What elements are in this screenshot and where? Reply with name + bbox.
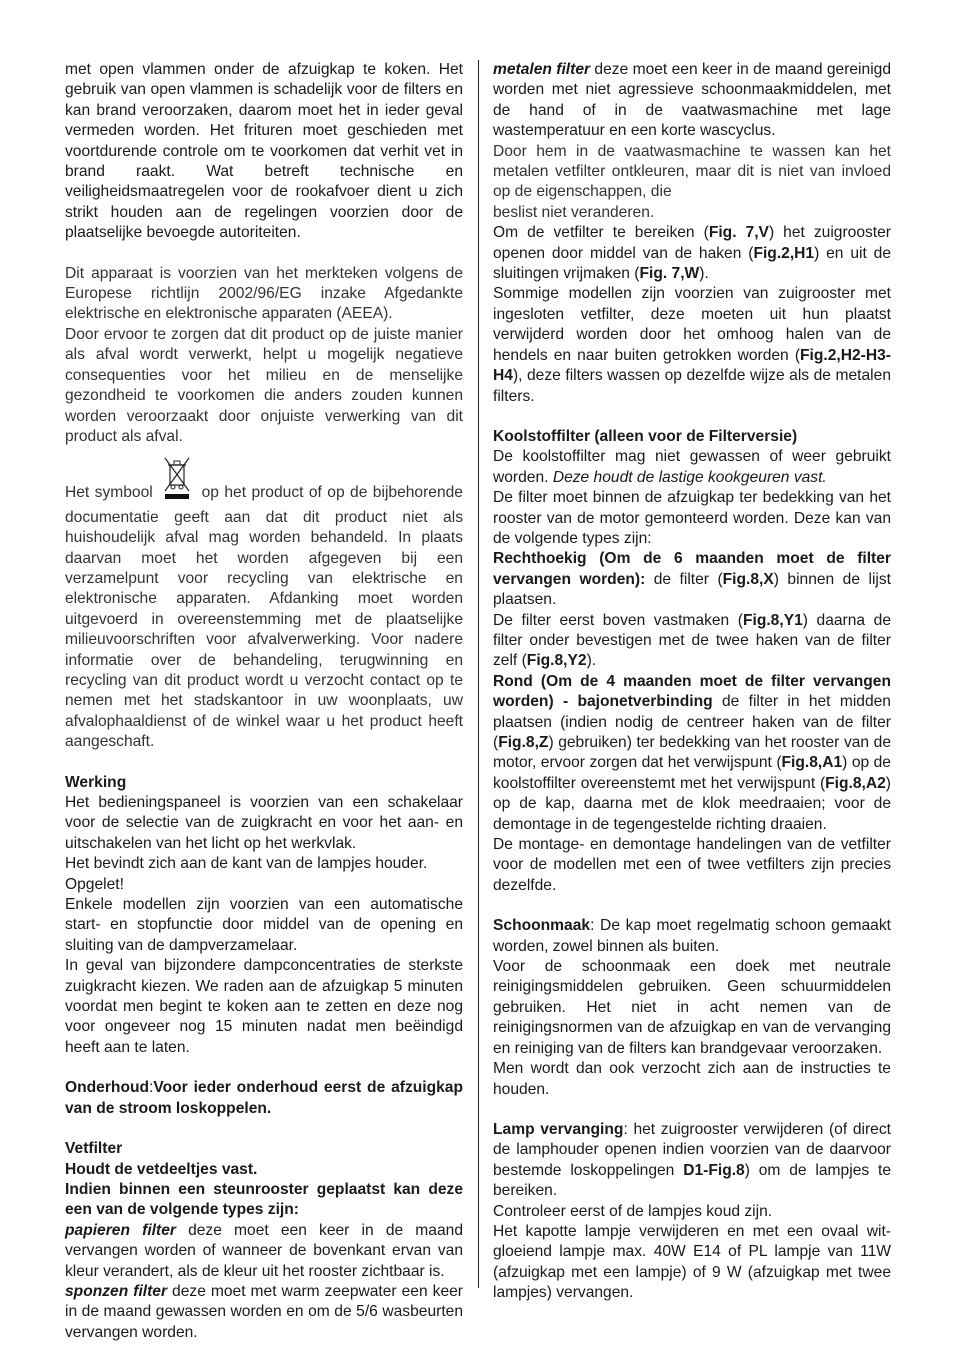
werking-paragraph-5: In geval van bijzondere dampconcentraties de sterkste zuigkracht kiezen. We raden aan de afzuigkap 5 minuten voordat men begint te koken aan te zetten en deze nog voor ongeveer nog 15 minuten nadat men beëindigd heeft aan te laten. — [65, 957, 463, 1056]
sponzen-paragraph — [65, 1282, 463, 1343]
text-run: de filter ( — [645, 570, 723, 588]
weee-paragraph-2: Door ervoor te zorgen dat dit product op de juiste manier als afval wordt verwerkt, helpt u mogelijk negatieve consequenties voor het milieu en de menselijke gezondheid te voorkomen die anders zouden kunnen worden veroorzaakt door onjuiste verwerking van dit product als afval. — [65, 325, 463, 445]
text-run: De filter eerst boven vastmaken ( — [493, 611, 743, 629]
schoonmaak-label: Schoonmaak — [493, 917, 591, 935]
onderhoud-label: Onderhoud — [65, 1079, 150, 1097]
papier-label: papieren filter — [65, 1221, 176, 1239]
column-divider — [478, 60, 479, 1288]
sponzen-text: deze moet met warm zeepwater een keer in de maand gewassen worden en om de 5/6 wasbeurten vervangen worden. — [65, 1282, 463, 1341]
text-run: ) het zuigrooster openen door middel van de haken ( — [493, 224, 891, 262]
text-run: de filter in het midden plaatsen (indien nodig de centreer haken van de filter ( — [493, 693, 891, 751]
werking-paragraph-1: Het bedieningspaneel is voorzien van een schakelaar voor de selectie van de zuigkracht en voor het aan- en uitschakelen van het licht op het werkvlak. — [65, 794, 463, 852]
lamp-paragraph-3: Het kapotte lampje verwijderen en met een ovaal wit-gloeiend lampje max. 40W E14 of PL lampje van 11W (afzuigkap met een lampje) of 9 W (afzuigkap met twee lampjes) vervangen. — [493, 1222, 891, 1302]
open-flames-paragraph: met open vlammen onder de afzuigkap te koken. Het gebruik van open vlammen is schadelijk voor de filters en kan brand veroorzaken, daarom moet het in ieder geval vermeden worden. Het frituren moet geschieden met voortdurende controle om te voorkomen dat verhit vet in brand raakt. Wat betreft technische en veiligheidsmaatregelen voor de rookafvoer dient u zich strikt houden aan de regelingen voorzien door de plaatselijke bevoegde autoriteiten. — [65, 61, 463, 242]
figure-ref: Fig. 7,V — [708, 224, 769, 242]
rond-paragraph — [493, 672, 891, 835]
text-run: ) om de lampjes te bereiken. — [493, 1161, 891, 1200]
crossed-bin-icon — [162, 455, 192, 507]
rechthoekig-paragraph-2 — [493, 611, 891, 672]
werking-paragraph-3: Opgelet! — [65, 875, 124, 893]
figure-ref: Fig.8,A2 — [825, 774, 886, 792]
text-run: Om de vetfilter te bereiken ( — [493, 224, 709, 242]
sponzen-label: sponzen filter — [65, 1282, 168, 1300]
figure-ref: Fig.8,Y2 — [526, 652, 587, 670]
koolstoffilter-paragraph-1 — [493, 447, 891, 488]
lamp-paragraph — [493, 1120, 891, 1202]
figure-ref: Fig.8,A1 — [781, 754, 843, 772]
vetfilter-sub-2: Indien binnen een steunrooster geplaatst kan deze een van de volgende types zijn: — [65, 1180, 463, 1219]
text-run: ) binnen de lijst plaatsen. — [493, 570, 891, 609]
italic-note: Deze houdt de lastige kookgeuren vast. — [552, 468, 827, 486]
figure-ref: Fig.8,Z — [498, 734, 549, 751]
lamp-paragraph-2: Controleer eerst of de lampjes koud zijn. — [493, 1202, 773, 1220]
ingesloten-vetfilter-paragraph — [493, 284, 891, 406]
metalen-paragraph-2: Door hem in de vaatwasmachine te wassen kan het metalen vetfilter ontkleuren, maar dit is niet van invloed op de eigenschappen, die — [493, 142, 891, 201]
figure-ref: Fig.2,H1 — [753, 244, 815, 262]
onderhoud-paragraph: Onderhoud:Voor ieder onderhoud eerst de afzuigkap van de stroom loskoppelen. — [65, 1079, 463, 1117]
werking-paragraph-2: Het bevindt zich aan de kant van de lampjes houder. — [65, 855, 428, 873]
metalen-label: metalen filter — [493, 61, 591, 78]
vetfilter-heading: Vetfilter — [65, 1140, 123, 1158]
text-run: ) op de kap, daarna met de klok meedraaien; voor de demontage in de tegengestelde richting draaien. — [493, 774, 891, 833]
metalen-text: deze moet een keer in de maand gereinigd worden met niet agressieve schoonmaakmiddelen, met de hand of in de vaatwasmachine met lage wastemperatuur en een korte wascyclus. — [493, 61, 892, 140]
text-run: ) daarna de filter onder bevestigen met de twee haken van de filter zelf ( — [493, 611, 891, 670]
koolstoffilter-paragraph-2: De filter moet binnen de afzuigkap ter bedekking van het rooster van de motor gemonteerd worden. Deze kan van de volgende types zijn: — [493, 489, 891, 547]
text-run: ) op de koolstoffilter overeenstemt met het verwijspunt ( — [493, 754, 891, 792]
papier-text: deze moet een keer in de maand vervangen worden of wanneer de bovenkant ervan van kleur verandert, als de kleur uit het rooster zichtbaar is. — [65, 1221, 463, 1280]
papier-paragraph — [65, 1221, 463, 1282]
onderhoud-text: Voor ieder onderhoud eerst de afzuigkap van de stroom loskoppelen. — [65, 1079, 463, 1117]
metalen-paragraph-3: beslist niet veranderen. — [493, 203, 655, 221]
symbol-before-text: Het symbool — [65, 484, 153, 502]
koolstoffilter-heading: Koolstoffilter (alleen voor de Filterversie) — [493, 427, 798, 445]
werking-paragraph-4: Enkele modellen zijn voorzien van een automatische start- en stopfunctie door middel van de opening en sluiting van de dampverzamelaar. — [65, 896, 463, 954]
schoonmaak-paragraph — [493, 916, 891, 957]
vetfilter-sub-1: Houdt de vetdeeltjes vast. — [65, 1160, 258, 1178]
werking-heading: Werking — [65, 773, 127, 791]
rechthoekig-label: Rechthoekig (Om de 6 maanden moet de filter vervangen worden): — [493, 550, 891, 588]
right-column — [493, 60, 891, 1304]
left-column — [65, 60, 463, 1343]
schoonmaak-paragraph-3: Men wordt dan ook verzocht zich aan de instructies te houden. — [493, 1060, 891, 1098]
text-run: ) en uit de sluitingen vrijmaken ( — [493, 244, 891, 283]
text-run: De koolstoffilter mag niet gewassen of weer gebruikt worden. — [493, 448, 891, 486]
text-run: ). — [586, 652, 597, 670]
text-run: : De kap moet regelmatig schoon gemaakt worden, zowel binnen als buiten. — [493, 917, 891, 955]
figure-ref: Fig.2,H2-H3-H4 — [493, 346, 891, 385]
schoonmaak-paragraph-2: Voor de schoonmaak een doek met neutrale reinigingsmiddelen gebruiken. Geen schuurmiddelen gebruiken. Het niet in acht nemen van de reinigingsnormen van de afzuigkap en van de vervanging en reiniging van de filters kan brandgevaar veroorzaken. — [493, 958, 891, 1057]
montage-paragraph: De montage- en demontage handelingen van de vetfilter voor de modellen met een of twee vetfilters zijn precies dezelfde. — [493, 836, 891, 894]
figure-ref: D1-Fig.8 — [683, 1161, 745, 1179]
figure-ref: Fig.8,X — [722, 570, 774, 588]
vetfilter-access-paragraph — [493, 223, 891, 284]
weee-symbol-paragraph — [65, 455, 463, 752]
rechthoekig-paragraph — [493, 549, 891, 610]
figure-ref: Fig.8,Y1 — [742, 611, 803, 629]
lamp-label: Lamp vervanging — [493, 1120, 624, 1138]
weee-paragraph-1: Dit apparaat is voorzien van het merkteken volgens de Europese richtlijn 2002/96/EG inzake Afgedankte elektrische en elektronische apparaten (AEEA). — [65, 264, 463, 323]
metalen-paragraph — [493, 60, 891, 142]
text-run: Sommige modellen zijn voorzien van zuigrooster met ingesloten vetfilter, deze moeten uit hun plaatst verwijderd worden door het omhoog halen van de hendels en naar buiten getrokken worden ( — [493, 285, 891, 364]
text-run: ) gebruiken) ter bedekking van het rooster van de motor, ervoor zorgen dat het verwijspunt ( — [493, 734, 891, 772]
rond-label: Rond (Om de 4 maanden moet de filter vervangen worden) - bajonetverbinding — [493, 672, 891, 711]
symbol-after-text: op het product of op de bijbehorende documentatie geeft aan dat dit product niet als huishoudelijk afval mag worden behandeld. In plaats daarvan moet het worden afgegeven bij een verzamelpunt voor recycling van elektrische en elektronische apparaten. Afdanking moet worden uitgevoerd in overeenstemming met de plaatselijke milieuvoorschriften voor afvalverwerking. Voor nadere informatie over de behandeling, terugwinning en recycling van dit product wordt u verzocht contact op te nemen met het stadskantoor in uw woonplaats, uw afvalophaaldienst of de winkel waar u het product heeft aangeschaft. — [65, 484, 463, 751]
text-run: ), deze filters wassen op dezelfde wijze als de metalen filters. — [493, 367, 891, 405]
text-run: ). — [699, 265, 709, 283]
figure-ref: Fig. 7,W — [639, 265, 700, 283]
text-run: : het zuigrooster verwijderen (of direct de lamphouder openen indien voorzien van de daarvoor bestemde loskoppelingen — [493, 1120, 891, 1179]
